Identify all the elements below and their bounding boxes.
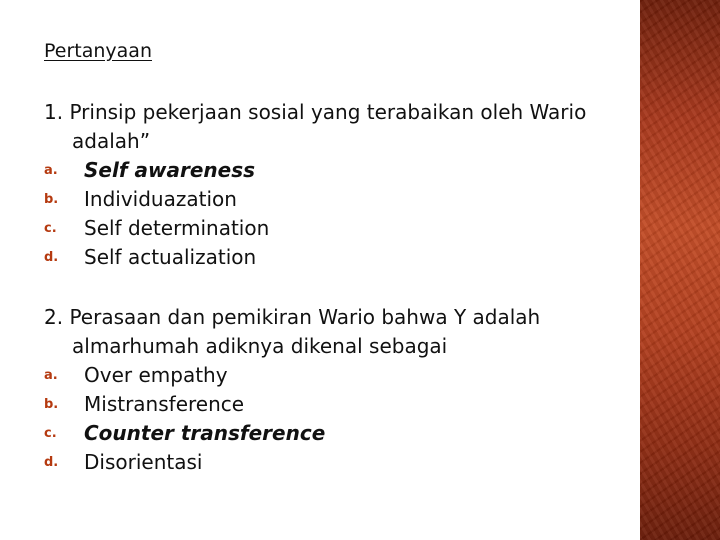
question-2-option-b xyxy=(44,390,624,419)
option-text: Disorientasi xyxy=(84,450,203,474)
question-1-number: 1. xyxy=(44,100,64,124)
option-letter: b. xyxy=(44,192,59,207)
question-1 xyxy=(44,98,624,272)
question-1-option-c xyxy=(44,214,624,243)
page-title: Pertanyaan xyxy=(44,40,152,62)
question-1-prompt: Prinsip pekerjaan sosial yang terabaikan oleh Wario adalah” xyxy=(69,100,587,153)
decorative-sidebar xyxy=(640,0,720,540)
option-text: Self determination xyxy=(84,216,270,240)
option-text: Individuazation xyxy=(84,187,237,211)
option-letter: c. xyxy=(44,221,57,236)
question-2-prompt: Perasaan dan pemikiran Wario bahwa Y adalah almarhumah adiknya dikenal sebagai xyxy=(69,305,541,358)
question-1-option-d xyxy=(44,243,624,272)
option-letter: a. xyxy=(44,368,58,383)
question-2 xyxy=(44,303,624,477)
option-letter: d. xyxy=(44,455,59,470)
question-1-text xyxy=(44,98,624,156)
option-letter: b. xyxy=(44,397,59,412)
option-text: Self awareness xyxy=(84,158,255,182)
question-2-option-a xyxy=(44,361,624,390)
question-2-text xyxy=(44,303,624,361)
option-text: Mistransference xyxy=(84,392,245,416)
option-letter: d. xyxy=(44,250,59,265)
question-2-option-d xyxy=(44,448,624,477)
option-text: Self actualization xyxy=(84,245,257,269)
question-1-option-a xyxy=(44,156,624,185)
question-1-option-b xyxy=(44,185,624,214)
option-letter: c. xyxy=(44,426,57,441)
question-2-option-c xyxy=(44,419,624,448)
question-2-number: 2. xyxy=(44,305,64,329)
option-text: Over empathy xyxy=(84,363,228,387)
option-text: Counter transference xyxy=(84,421,326,445)
option-letter: a. xyxy=(44,163,58,178)
